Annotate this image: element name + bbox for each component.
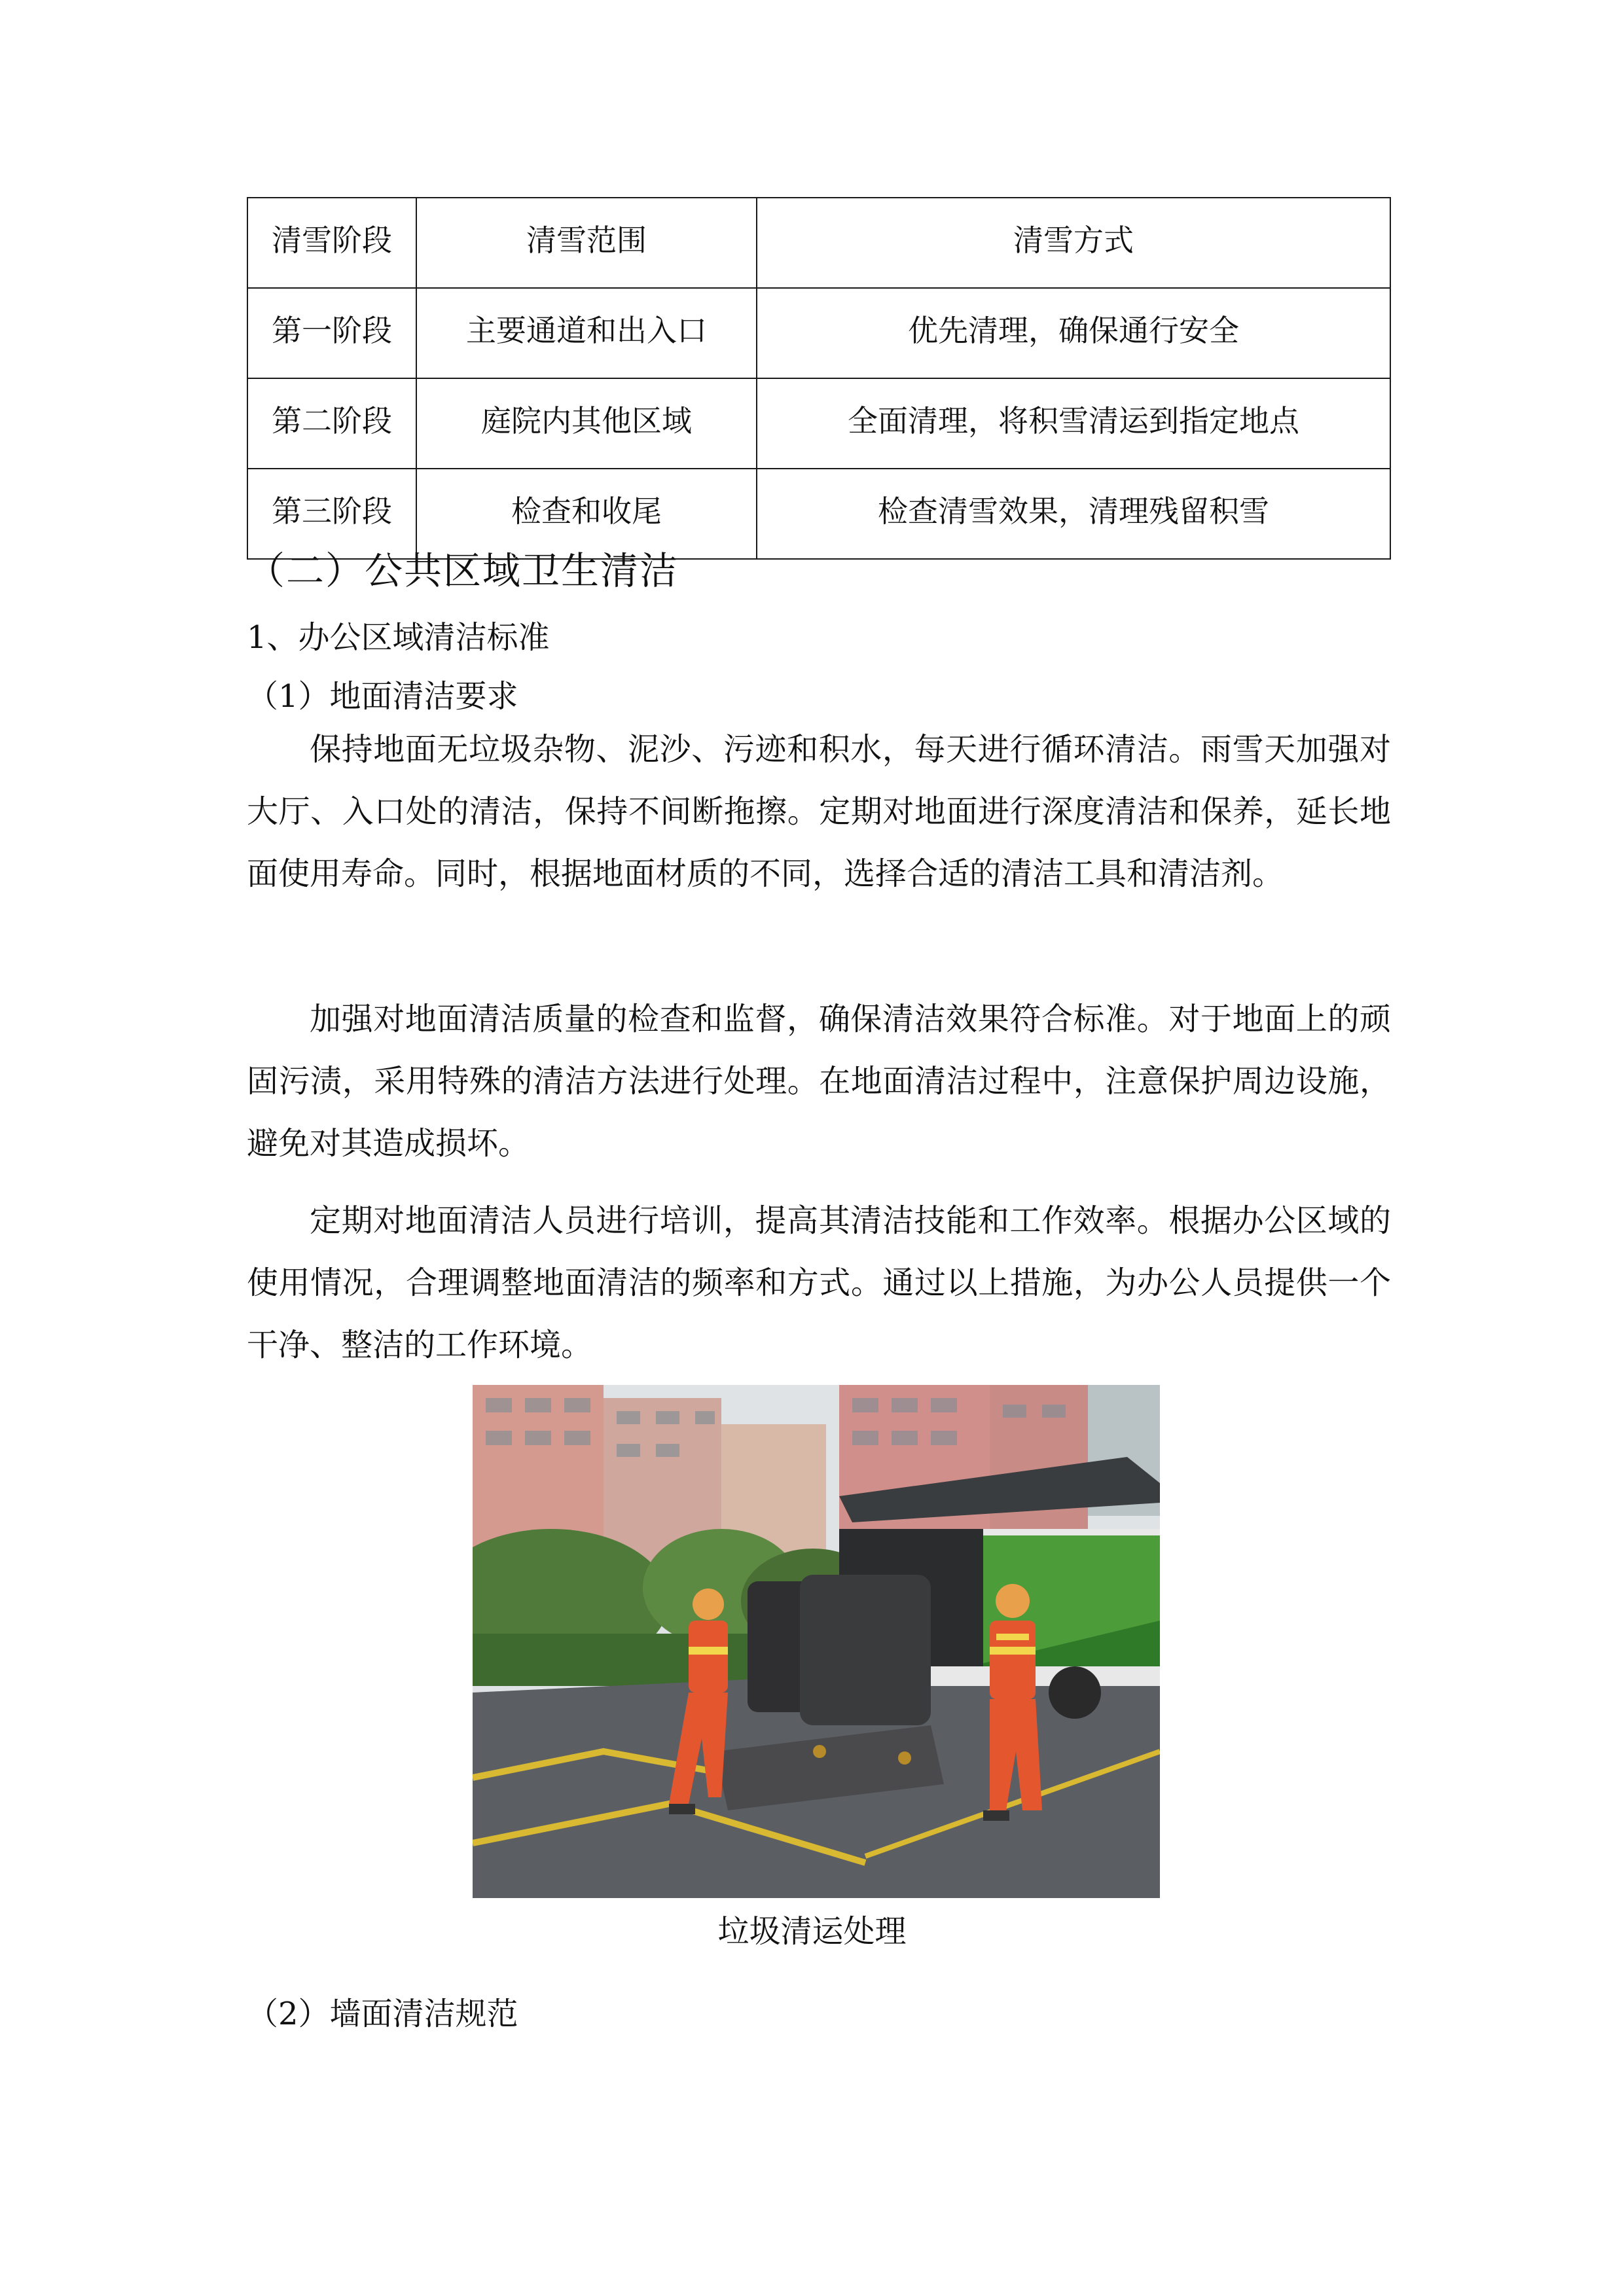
paragraph: 定期对地面清洁人员进行培训，提高其清洁技能和工作效率。根据办公区域的使用情况，合理调整地面清洁的频率和方式。通过以上措施，为办公人员提供一个干净、整洁的工作环境。 (247, 1202, 1391, 1363)
table-header-cell: 清雪阶段 (247, 198, 416, 288)
table-cell: 主要通道和出入口 (416, 288, 757, 378)
paragraph: 保持地面无垃圾杂物、泥沙、污迹和积水，每天进行循环清洁。雨雪天加强对大厅、入口处的清洁，保持不间断拖擦。定期对地面进行深度清洁和保养，延长地面使用寿命。同时，根据地面材质的不同，选择合适的清洁工具和清洁剂。 (247, 731, 1391, 892)
subsection-title: 1、办公区域清洁标准 (247, 619, 550, 656)
garbage-transport-photo (473, 1385, 1160, 1898)
table-cell: 优先清理，确保通行安全 (757, 288, 1390, 378)
item-title: （2）墙面清洁规范 (247, 1996, 518, 2032)
figure-caption: 垃圾清运处理 (717, 1913, 907, 1950)
item-title: （1）地面清洁要求 (247, 678, 518, 715)
table-row (247, 378, 1390, 469)
table-header-row (247, 198, 1390, 288)
table-header-cell: 清雪范围 (416, 198, 757, 288)
table-cell: 第二阶段 (247, 378, 416, 469)
paragraph: 加强对地面清洁质量的检查和监督，确保清洁效果符合标准。对于地面上的顽固污渍，采用特殊的清洁方法进行处理。在地面清洁过程中，注意保护周边设施，避免对其造成损坏。 (247, 1001, 1391, 1162)
table-cell: 检查和收尾 (416, 469, 757, 559)
table-cell: 全面清理，将积雪清运到指定地点 (757, 378, 1390, 469)
table-cell: 检查清雪效果，清理残留积雪 (757, 469, 1390, 559)
snow-clearing-table (247, 197, 1391, 560)
table-row (247, 288, 1390, 378)
table-header-cell: 清雪方式 (757, 198, 1390, 288)
section-title: （二）公共区域卫生清洁 (247, 548, 679, 593)
table-cell: 第一阶段 (247, 288, 416, 378)
table-cell: 第三阶段 (247, 469, 416, 559)
table-cell: 庭院内其他区域 (416, 378, 757, 469)
